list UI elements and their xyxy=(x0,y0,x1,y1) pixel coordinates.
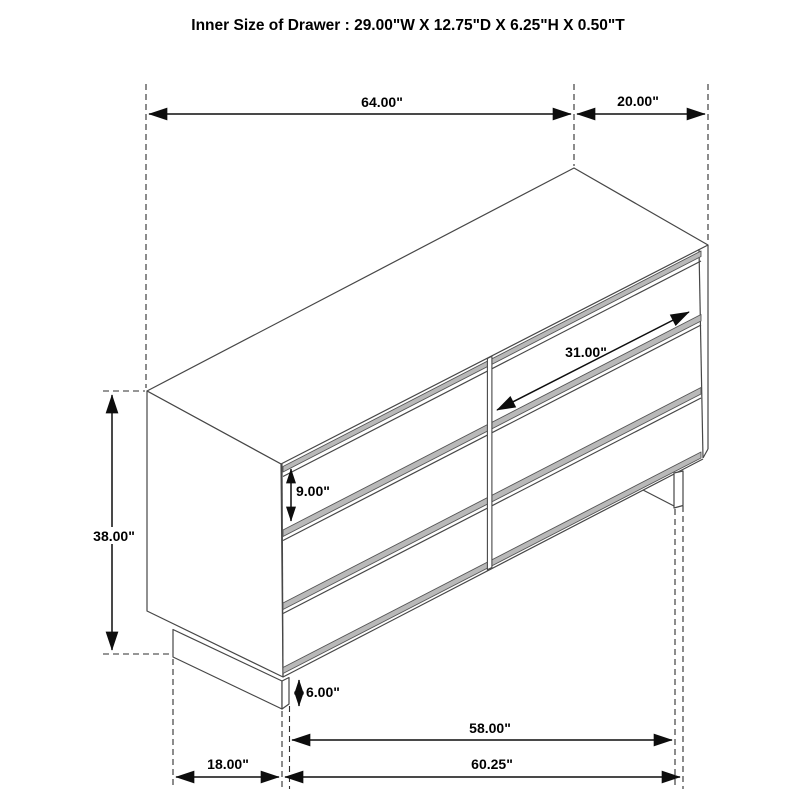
dresser-top-face xyxy=(147,168,708,464)
dim-label-64: 64.00" xyxy=(361,94,403,110)
dresser-drawing xyxy=(147,168,708,709)
front-face-right-edge xyxy=(699,249,703,458)
dim-label-20: 20.00" xyxy=(617,93,659,109)
dim-label-6025: 60.25" xyxy=(471,756,513,772)
dim-label-31: 31.00" xyxy=(565,344,607,360)
dim-label-18: 18.00" xyxy=(207,756,249,772)
dim-label-38: 38.00" xyxy=(93,528,135,544)
dimension-6 xyxy=(299,680,340,706)
right-leg-brace-line xyxy=(643,490,674,506)
dimension-18 xyxy=(176,756,279,777)
dimension-58 xyxy=(292,720,672,740)
front-face-bottom-edge xyxy=(283,459,703,677)
drawer-center-divider xyxy=(487,356,492,570)
diagram-title: Inner Size of Drawer : 29.00"W X 12.75"D X 6.25"H X 0.50"T xyxy=(191,17,625,34)
plinth-end-face xyxy=(282,678,289,710)
dim-label-6: 6.00" xyxy=(306,684,340,700)
dimension-6025 xyxy=(285,756,680,777)
dim-label-58: 58.00" xyxy=(469,720,511,736)
dimension-64 xyxy=(149,94,571,114)
dim-label-9: 9.00" xyxy=(296,483,330,499)
right-side-bottom-edge xyxy=(703,449,708,458)
dimension-20 xyxy=(577,93,705,114)
dimension-38 xyxy=(87,395,141,650)
right-leg-face xyxy=(674,471,683,508)
